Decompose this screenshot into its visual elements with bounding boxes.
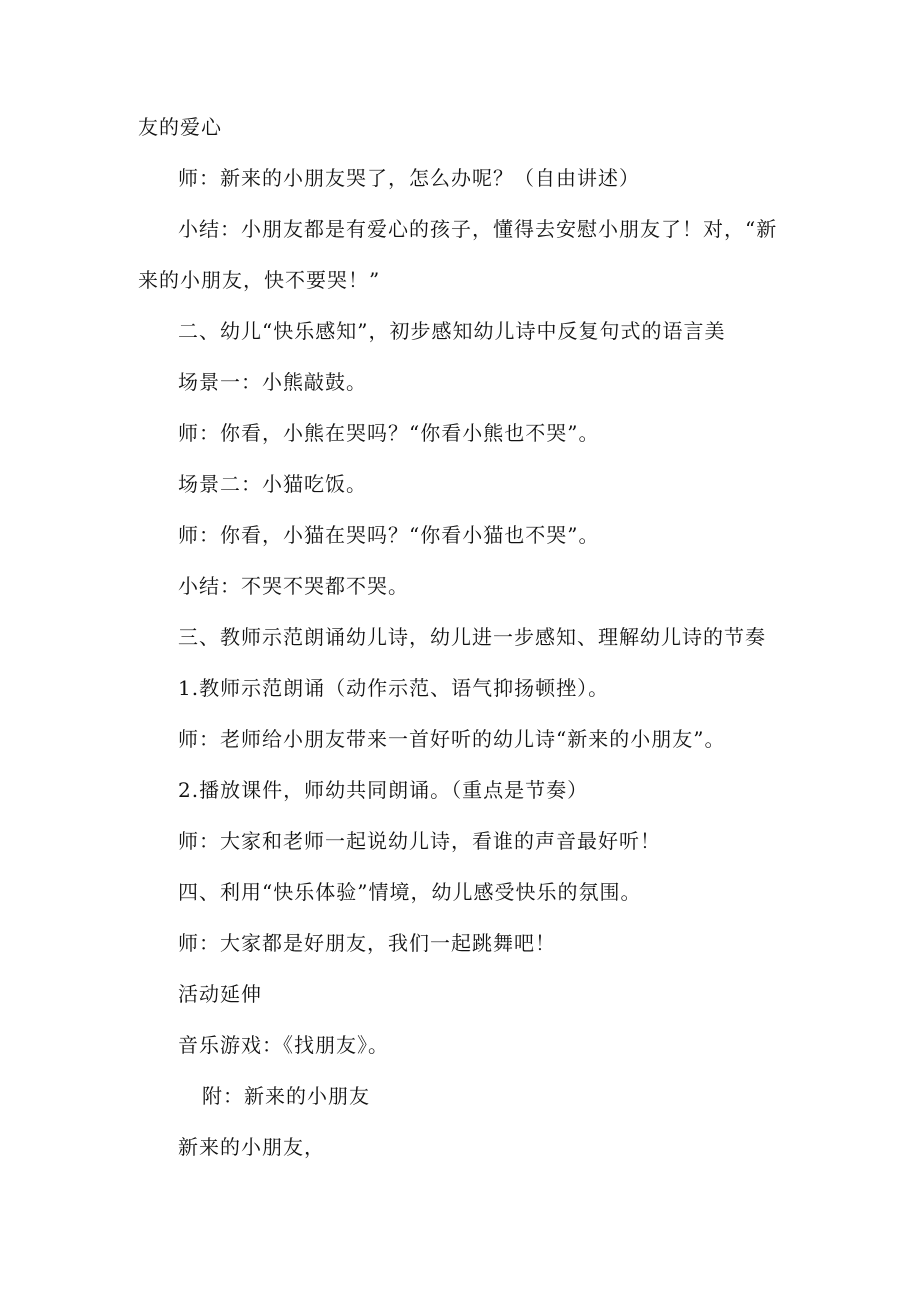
poem-line-1: 新来的小朋友， bbox=[178, 1135, 325, 1159]
text-line-6: 场景一：小熊敲鼓。 bbox=[178, 370, 367, 394]
text-line-19: 音乐游戏：《找朋友》。 bbox=[178, 1033, 389, 1057]
text-line-13: 师：老师给小朋友带来一首好听的幼儿诗“新来的小朋友”。 bbox=[178, 727, 726, 751]
text-line-10: 小结：不哭不哭都不哭。 bbox=[178, 574, 409, 598]
appendix-title: 附：新来的小朋友 bbox=[202, 1084, 370, 1108]
section-heading-4: 四、利用“快乐体验”情境，幼儿感受快乐的氛围。 bbox=[178, 880, 642, 904]
text-line-2: 师：新来的小朋友哭了，怎么办呢？（自由讲述） bbox=[178, 166, 640, 190]
text-line-15: 师：大家和老师一起说幼儿诗，看谁的声音最好听！ bbox=[178, 829, 661, 853]
text-line-3: 小结：小朋友都是有爱心的孩子，懂得去安慰小朋友了！对，“新 bbox=[178, 217, 778, 241]
text-line-8: 场景二：小猫吃饭。 bbox=[178, 472, 367, 496]
text-line-17: 师：大家都是好朋友，我们一起跳舞吧！ bbox=[178, 931, 556, 955]
section-heading-3: 三、教师示范朗诵幼儿诗，幼儿进一步感知、理解幼儿诗的节奏 bbox=[178, 625, 766, 649]
section-heading-2: 二、幼儿“快乐感知”，初步感知幼儿诗中反复句式的语言美 bbox=[178, 319, 726, 343]
text-line-7: 师：你看，小熊在哭吗？“你看小熊也不哭”。 bbox=[178, 421, 600, 445]
activity-extension-heading: 活动延伸 bbox=[178, 982, 262, 1006]
text-line-9: 师：你看，小猫在哭吗？“你看小猫也不哭”。 bbox=[178, 523, 600, 547]
text-line-4: 来的小朋友，快不要哭！” bbox=[138, 268, 381, 292]
text-line-1: 友的爱心 bbox=[138, 115, 222, 139]
text-line-12: 1.教师示范朗诵（动作示范、语气抑扬顿挫）。 bbox=[178, 676, 610, 700]
text-line-14: 2.播放课件，师幼共同朗诵。（重点是节奏） bbox=[178, 778, 589, 802]
